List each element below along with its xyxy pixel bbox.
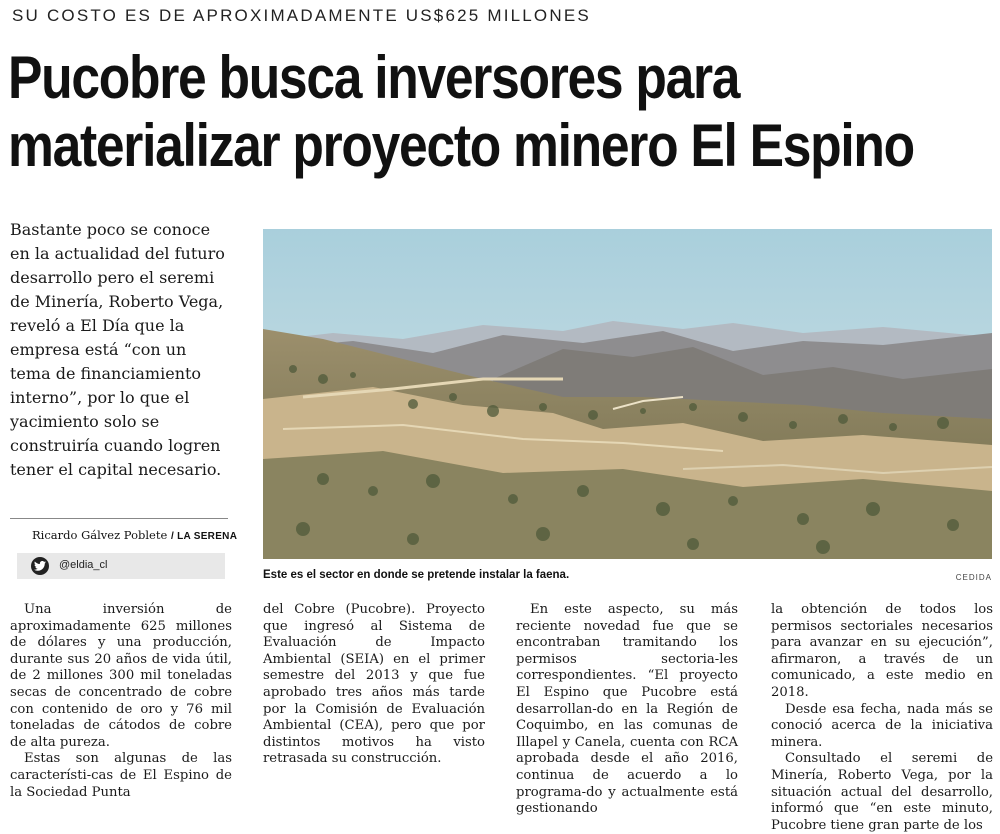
byline-location: LA SERENA [177, 531, 238, 542]
social-bar [17, 553, 225, 579]
paragraph: En este aspecto, su más reciente novedad fue que se encontraban tramitando los permisos sectoria-les correspondientes. “El proyecto El Espino que Pucobre está desarrollan-do en la Región de Coquimbo, en las comunas de Illapel y Canela, cuenta con RCA aprobada desde el año 2016, continua de acuerdo a lo programa-do y actualmente está gestionando [516, 602, 738, 817]
paragraph: la obtención de todos los permisos sectoriales necesarios para avanzar en su ejecución”, afirmaron, a través de un comunicado, a este medio en 2018. [771, 602, 993, 700]
twitter-icon [31, 557, 49, 575]
body-column-1 [10, 602, 232, 801]
body-column-4 [771, 602, 993, 834]
author-name: Ricardo Gálvez Poblete [32, 528, 168, 542]
twitter-handle: @eldia_cl [59, 559, 108, 571]
lead-paragraph: Bastante poco se conoce en la actualidad del futuro desarrollo pero el seremi de Minería, Roberto Vega, reveló a El Día que la empresa está “con un tema de financiamiento interno”, por lo que el yacimiento solo se construiría cuando logren tener el capital necesario. [10, 220, 225, 479]
photo-credit: CEDIDA [955, 573, 992, 582]
paragraph: Consultado el seremi de Minería, Roberto Vega, por la situación actual del desarrollo, informó que “en este minuto, Pucobre tiene gran parte de los [771, 751, 993, 833]
paragraph: Desde esa fecha, nada más se conoció acerca de la iniciativa minera. [771, 701, 993, 750]
mine-landscape-photo [263, 229, 992, 559]
headline [8, 44, 914, 180]
photo-caption: Este es el sector en donde se pretende instalar la faena. [263, 569, 570, 581]
paragraph: Una inversión de aproximadamente 625 millones de dólares y una producción, durante sus 20 años de vida útil, de 2 millones 300 mil toneladas secas de concentrado de cobre con contenido de oro y 76 mil toneladas de cátodos de cobre de alta pureza. [10, 602, 232, 750]
headline-line-2: materializar proyecto minero El Espino [8, 112, 914, 179]
body-column-3 [516, 602, 738, 818]
paragraph: Estas son algunas de las característi-cas de El Espino de la Sociedad Punta [10, 751, 232, 800]
headline-line-1: Pucobre busca inversores para [8, 44, 740, 111]
kicker: SU COSTO ES DE APROXIMADAMENTE US$625 MILLONES [12, 6, 591, 25]
byline: Ricardo Gálvez Poblete / LA SERENA [32, 528, 238, 542]
paragraph: del Cobre (Pucobre). Proyecto que ingresó al Sistema de Evaluación de Impacto Ambiental (SEIA) en el primer semestre del 2013 y que fue aprobado tres años más tarde por la Comisión de Evaluación Ambiental (CEA), pero que por distintos motivos ha visto retrasada su construcción. [263, 602, 485, 767]
byline-box [10, 518, 238, 590]
body-column-2 [263, 602, 485, 768]
